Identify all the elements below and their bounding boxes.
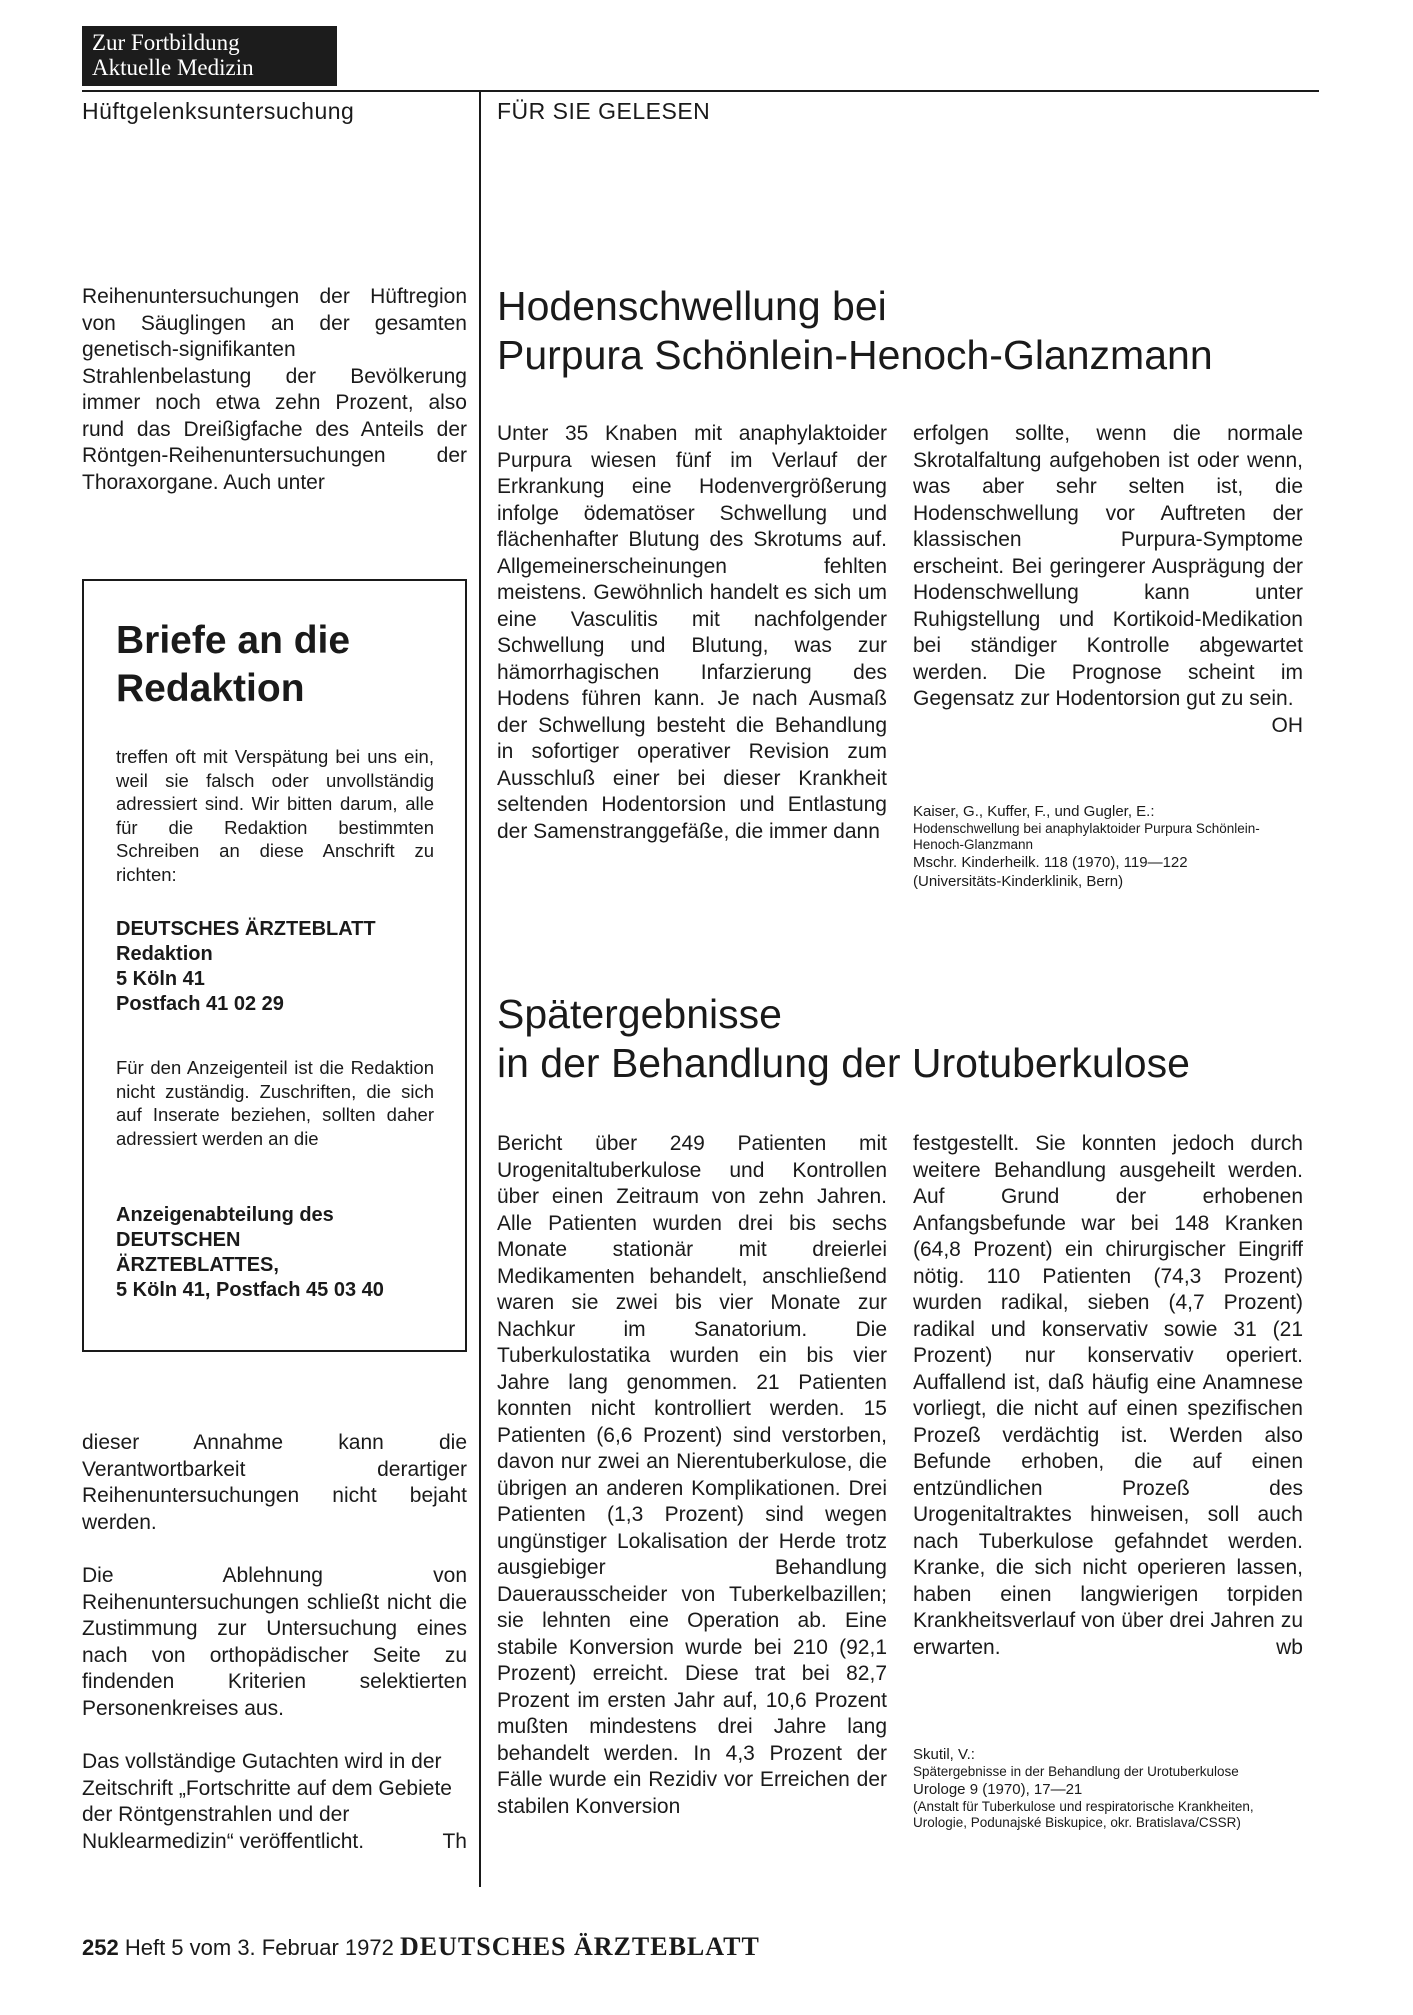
article-1-ref-line-4: (Universitäts-Kinderklinik, Bern) xyxy=(913,873,1124,890)
article-1-title xyxy=(497,282,1317,380)
article-2-ref-line-1: Skutil, V.: xyxy=(913,1746,975,1763)
letters-box xyxy=(82,579,467,1352)
page-footer xyxy=(82,1932,760,1962)
editorial-address xyxy=(116,917,434,1017)
article-2-column-2 xyxy=(913,1131,1303,1661)
article-2-ref-line-4: (Anstalt für Tuberkulose und respiratorische Krankheiten, Urologie, Podunajské Biskupice, okr. Bratislava/CSSR) xyxy=(913,1799,1254,1830)
article-2-column-1: Bericht über 249 Patienten mit Urogenitaltuberkulose und Kontrollen über einen Zeitraum von zehn Jahren. Alle Patienten wurden drei bis sechs Monate stationär mit dreierlei Medikamenten behandelt, anschließend waren sie zwei bis vier Monate zur Nachkur im Sanatorium. Die Tuberkulostatika wurden ein bis vier Jahre lang genommen. 21 Patienten konnten nicht kontrolliert werden. 15 Patienten (6,6 Prozent) sind verstorben, davon nur zwei an Nierentuberkulose, die übrigen an anderen Komplikationen. Drei Patienten (1,3 Prozent) sind wegen ungünstiger Lokalisation der Herde trotz ausgiebiger Behandlung Dauerausscheider von Tuberkelbazillen; sie lehnten eine Operation ab. Eine stabile Konversion wurde bei 210 (92,1 Prozent) erreicht. Diese trat bei 82,7 Prozent im ersten Jahr auf, 10,6 Prozent mußten mindestens drei Jahre lang behandelt werden. In 4,3 Prozent der Fälle wurde ein Rezidiv vor Erreichen der stabilen Konversion xyxy=(497,1132,887,1818)
article-2-column-2-text: festgestellt. Sie konnten jedoch durch weitere Behandlung ausgeheilt werden. Auf Grund der erhobenen Anfangsbefunde war bei 148 Kranken (64,8 Prozent) ein chirurgischer Eingriff nötig. 110 Patienten (74,3 Prozent) wurden radikal, sieben (4,7 Prozent) radikal und konservativ sowie 31 (21 Prozent) nur konservativ operiert. Auffallend ist, daß häufig eine Anamnese vorliegt, die nicht auf einen spezifischen Prozeß verdächtig ist. Werden also Befunde erhoben, die auf einen entzündlichen Prozeß des Urogenitaltraktes hinweisen, soll auch nach Tuberkulose gefahndet werden. Kranke, die sich nicht operieren lassen, haben einen langwierigen torpiden Krankheitsverlauf von über drei Jahren zu erwarten. xyxy=(913,1132,1303,1659)
left-after-box-text xyxy=(82,1430,467,1882)
badge-line-2: Aktuelle Medizin xyxy=(92,55,254,80)
article-2-signature: wb xyxy=(1276,1635,1303,1659)
letters-box-title-line-2: Redaktion xyxy=(116,667,305,710)
page-number: 252 xyxy=(82,1935,119,1960)
article-1-title-line-1: Hodenschwellung bei xyxy=(497,283,887,329)
letters-box-text-1: treffen oft mit Verspätung bei uns ein, weil sie falsch oder unvollständig adressiert sind. Wir bitten darum, alle für die Redaktion bestimmten Schreiben an diese Anschrift zu richten: xyxy=(116,746,434,885)
section-badge xyxy=(82,26,337,86)
left-intro-text: Reihenuntersuchungen der Hüftregion von Säuglingen an der gesamten genetisch-signifikanten Strahlenbelastung der Bevölkerung immer noch etwa zehn Prozent, also rund das Dreißigfache des Anteils der Röntgen-Reihenuntersuchungen der Thoraxorgane. Auch unter xyxy=(82,285,467,494)
advertising-address-line-3: ÄRZTEBLATTES, xyxy=(116,1254,279,1276)
article-1-column-2-text: erfolgen sollte, wenn die normale Skrotalfaltung aufgehoben ist oder wenn, was aber sehr selten ist, die Hodenschwellung vor Auftreten der klassischen Purpura-Symptome erscheint. Bei geringerer Ausprägung der Hodenschwellung kann unter Ruhigstellung und Kortikoid-Medikation bei ständiger Kontrolle abgewartet werden. Die Prognose scheint im Gegensatz zur Hodentorsion gut zu sein. xyxy=(913,422,1303,710)
top-rule xyxy=(82,90,1319,92)
column-divider xyxy=(479,92,481,1887)
article-1-ref-line-2: Hodenschwellung bei anaphylaktoider Purpura Schönlein-Henoch-Glanzmann xyxy=(913,821,1260,852)
letters-box-text-2: Für den Anzeigenteil ist die Redaktion nicht zuständig. Zuschriften, die sich auf Inserate beziehen, sollten daher adressiert werden an die xyxy=(116,1057,434,1149)
left-paragraph-3-text: Das vollständige Gutachten wird in der Zeitschrift „Fortschritte auf dem Gebiete der Röntgenstrahlen und der Nuklearmedizin“ veröffentlicht. xyxy=(82,1750,452,1853)
article-1-reference xyxy=(913,802,1303,891)
advertising-address xyxy=(116,1203,434,1303)
left-paragraph-1: dieser Annahme kann die Verantwortbarkeit derartiger Reihenuntersuchungen nicht bejaht werden. xyxy=(82,1431,467,1534)
article-1-signature: OH xyxy=(1271,713,1303,737)
article-2-ref-line-2: Spätergebnisse in der Behandlung der Urotuberkulose xyxy=(913,1764,1239,1779)
right-section-title: FÜR SIE GELESEN xyxy=(497,98,711,124)
badge-line-1: Zur Fortbildung xyxy=(92,30,240,55)
advertising-address-line-4: 5 Köln 41, Postfach 45 03 40 xyxy=(116,1279,384,1301)
left-section-title: Hüftgelenksuntersuchung xyxy=(82,98,355,124)
advertising-address-line-2: DEUTSCHEN xyxy=(116,1229,241,1251)
article-1-column-1: Unter 35 Knaben mit anaphylaktoider Purpura wiesen fünf im Verlauf der Erkrankung eine Hodenvergrößerung infolge ödematöser Schwellung und flächenhafter Blutung des Skrotums auf. Allgemeinerscheinungen fehlten meistens. Gewöhnlich handelt es sich um eine Vasculitis mit nachfolgender Schwellung und Blutung, was zur hämorrhagischen Infarzierung des Hodens führen kann. Je nach Ausmaß der Schwellung besteht die Behandlung in sofortiger operativer Revision zum Ausschluß einer bei dieser Krankheit seltenden Hodentorsion und Entlastung der Samenstranggefäße, die immer dann xyxy=(497,422,887,843)
left-paragraph-3 xyxy=(82,1749,467,1855)
article-1-column-2 xyxy=(913,421,1303,739)
letters-box-title xyxy=(116,617,350,713)
letters-box-title-line-1: Briefe an die xyxy=(116,619,351,662)
editorial-address-line-3: 5 Köln 41 xyxy=(116,968,205,990)
article-2-title-line-2: in der Behandlung der Urotuberkulose xyxy=(497,1040,1190,1086)
editorial-address-line-1: DEUTSCHES ÄRZTEBLATT xyxy=(116,918,376,940)
editorial-address-line-4: Postfach 41 02 29 xyxy=(116,993,284,1015)
article-2-title xyxy=(497,990,1317,1088)
editorial-address-line-2: Redaktion xyxy=(116,943,213,965)
article-1-ref-line-1: Kaiser, G., Kuffer, F., und Gugler, E.: xyxy=(913,803,1155,820)
article-2-reference xyxy=(913,1745,1303,1831)
advertising-address-line-1: Anzeigenabteilung des xyxy=(116,1204,334,1226)
article-1-ref-line-3: Mschr. Kinderheilk. 118 (1970), 119—122 xyxy=(913,854,1188,871)
article-2-title-line-1: Spätergebnisse xyxy=(497,991,782,1037)
article-2-ref-line-3: Urologe 9 (1970), 17—21 xyxy=(913,1781,1083,1798)
article-1-title-line-2: Purpura Schönlein-Henoch-Glanzmann xyxy=(497,332,1213,378)
issue-info: Heft 5 vom 3. Februar 1972 xyxy=(124,1935,394,1960)
masthead: DEUTSCHES ÄRZTEBLATT xyxy=(400,1932,760,1961)
left-paragraph-2: Die Ablehnung von Reihenuntersuchungen schließt nicht die Zustimmung zur Untersuchung eines nach von orthopädischer Seite zu findenden Kriterien selektierten Personenkreises aus. xyxy=(82,1564,467,1720)
left-signature: Th xyxy=(442,1829,467,1853)
